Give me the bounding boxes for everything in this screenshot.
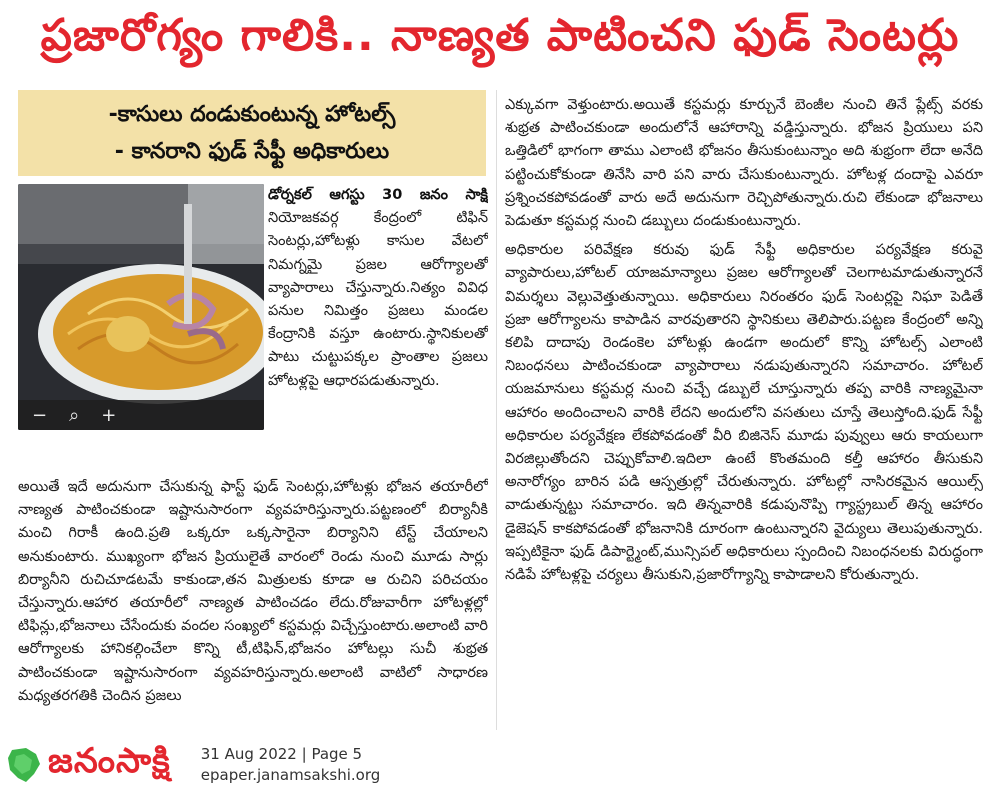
- photo-zoom-controls: [18, 400, 264, 430]
- zoom-search-icon[interactable]: ⌕: [69, 404, 80, 426]
- telangana-map-icon: [6, 746, 42, 784]
- article-intro-text: నియోజకవర్గ కేంద్రంలో టిఫిన్ సెంటర్లు,హోటళ్లు కాసుల వేటలో నిమగ్నమై ప్రజల ఆరోగ్యాలతో వ్యాపారాలు చేస్తున్నారు.నిత్యం వివిధ పనుల నిమిత్తం ప్రజలు మండల కేంద్రానికి వస్తూ ఉంటారు.స్థానికులతో పాటు చుట్టుపక్కల ప్రాంతాల ప్రజలు హోటళ్లపై ఆధారపడుతున్నారు.: [268, 210, 488, 389]
- issue-date-page: 31 Aug 2022 | Page 5: [200, 745, 363, 763]
- article-right-column: [505, 94, 983, 724]
- epaper-url[interactable]: epaper.janamsakshi.org: [200, 766, 381, 784]
- column-divider: [496, 90, 497, 730]
- footer: [0, 738, 1000, 792]
- dateline: డోర్నకల్ ఆగస్టు 30 జనం సాక్షి: [268, 187, 488, 203]
- headline: ప్రజారోగ్యం గాలికి.. నాణ్యత పాటించని ఫుడ్ సెంటర్లు: [40, 10, 960, 61]
- article-intro: [268, 184, 488, 464]
- zoom-in-icon[interactable]: +: [101, 404, 117, 426]
- zoom-out-icon[interactable]: −: [32, 404, 48, 426]
- food-photo: [18, 184, 264, 430]
- subhead-line-2: - కానరాని ఫుడ్ సేఫ్టీ అధికారులు: [114, 139, 390, 164]
- logo-wordmark: జనంసాక్షి: [48, 741, 171, 781]
- janamsakshi-logo: [6, 741, 171, 789]
- article-paragraph-3: ఎక్కువగా వెళ్తుంటారు.అయితే కస్టమర్లు కూర్చునే బెంజీల నుంచి తినే ప్లేట్స్ వరకు శుభ్రత పాటించకుండా అందులోనే ఆహారాన్ని వడ్డిస్తున్నారు. భోజన ప్రియులు పని ఒత్తిడిలో భాగంగా తాము ఎలాంటి భోజనం తీసుకుంటున్నాం అది శుభ్రంగా లేదా అనేది పట్టించుకోకుండా తినేసి వారి పని వారు చేసుకుంటున్నారు. హోటళ్ల దందాపై ఎవరూ ప్రశ్నించకపోవడంతో వారు అదే అదునుగా రెచ్చిపోతున్నారు.రుచి లేకుండా భోజనాలు పెడుతూ కస్టమర్ల నుంచి డబ్బులు దండుకుంటున్నారు.: [505, 97, 983, 230]
- article-paragraph-4: అధికారుల పరివేక్షణ కరువు ఫుడ్ సేఫ్టీ అధికారుల పర్యవేక్షణ కరువై వ్యాపారులు,హోటల్ యాజమాన్యాలు ప్రజల ఆరోగ్యాలతో చెలగాటమాడుతున్నారనే విమర్శలు వెల్లువెత్తుతున్నాయి. అధికారులు నిరంతరం ఫుడ్ సెంటర్లపై నిఘా పెడితే ప్రజా ఆరోగ్యాలను కాపాడిన వారవుతారని స్థానికులు తెలిపారు.పట్టణ కేంద్రంలో అన్ని కలిపి దాదాపు రెండంకెల హోటళ్లు ఉండగా అందులో కొన్ని హోటల్స్ ఎలాంటి నిబంధనలు పాటించకుండా వ్యాపారాలు నడుపుతున్నారని సమాచారం. హోటల్ యజమానులు కస్టమర్ల నుంచి వచ్చే డబ్బులే చూస్తున్నారు తప్ప వారికి నాణ్యమైనా ఆహారం అందించాలని వారికి లేదని అందులోని వసతులు చూస్తే తెలుస్తోంది.ఫుడ్ సేఫ్టీ అధికారుల పర్యవేక్షణ లేకపోవడంతో వీరి బిజినెస్ మూడు పువ్వులు ఆరు కాయలుగా విరజిల్లుతోందని చెప్పుకోవాలి.ఇదిలా ఉంటే కొంతమంది కల్తీ ఆహారం తీసుకుని అనారోగ్యం బారిన పడి ఆస్పత్రుల్లో చేరుతున్నారు. హోటల్లో నాసిరకమైన ఆయిల్స్ వాడుతున్నట్టు సమాచారం. ఇది తిన్నవారికి కడుపునొప్పి గ్యాస్ట్రబుల్ తిన్న ఆహారం డైజెషన్ కాకపోవడంతో భోజనానికి దూరంగా ఉంటున్నారని వైద్యులు తెలుపుతున్నారు. ఇప్పటికైనా ఫుడ్ డిపార్ట్మెంట్,మున్సిపల్ అధికారులు స్పందించి నిబంధనలకు విరుద్ధంగా నడిపే హోటళ్లపై చర్యలు తీసుకుని,ప్రజారోగ్యాన్ని కాపాడాలని కోరుతున్నారు.: [505, 242, 983, 584]
- subhead-line-1: -కాసులు దండుకుంటున్న హోటల్స్: [108, 102, 396, 127]
- article-paragraph-2: అయితే ఇదే అదునుగా చేసుకున్న ఫాస్ట్ ఫుడ్ సెంటర్లు,హోటళ్లు భోజన తయారీలో నాణ్యత పాటించకుండా ఇష్టానుసారంగా వ్యవహరిస్తున్నారు.పట్టణంలో బిర్యానీకి మంచి గిరాకీ ఉంది.ప్రతి ఒక్కరూ ఒక్కసారైనా బిర్యానిని టేస్ట్ చేయాలని అనుకుంటారు. ముఖ్యంగా భోజన ప్రియులైతే వారంలో రెండు నుంచి మూడు సార్లు బిర్యానీని రుచిచూడటమే కాకుండా,తన మిత్రులకు కూడా ఆ రుచిని పరిచయం చేస్తున్నారు.ఆహార తయారీలో నాణ్యత పాటించడం లేదు.రోజువారీగా హోటళ్లల్లో టిఫిన్లు,భోజనాలు చేసేందుకు వందల సంఖ్యలో కస్టమర్లు విచ్చేస్తుంటారు.అలాంటి వారి ఆరోగ్యాలకు హానికల్గించేలా కొన్ని టీ,టిఫిన్,భోజనం హోటల్లు సుచీ శుభ్రత పాటించకుండా ఇష్టానుసారంగా వ్యవహరిస్తున్నారు.అలాంటి వాటిలో సాధారణ మధ్యతరగతికి చెందిన ప్రజలు: [18, 479, 488, 704]
- food-plate-image: [18, 184, 264, 430]
- footer-info: [201, 744, 380, 786]
- subhead-box: [18, 90, 486, 176]
